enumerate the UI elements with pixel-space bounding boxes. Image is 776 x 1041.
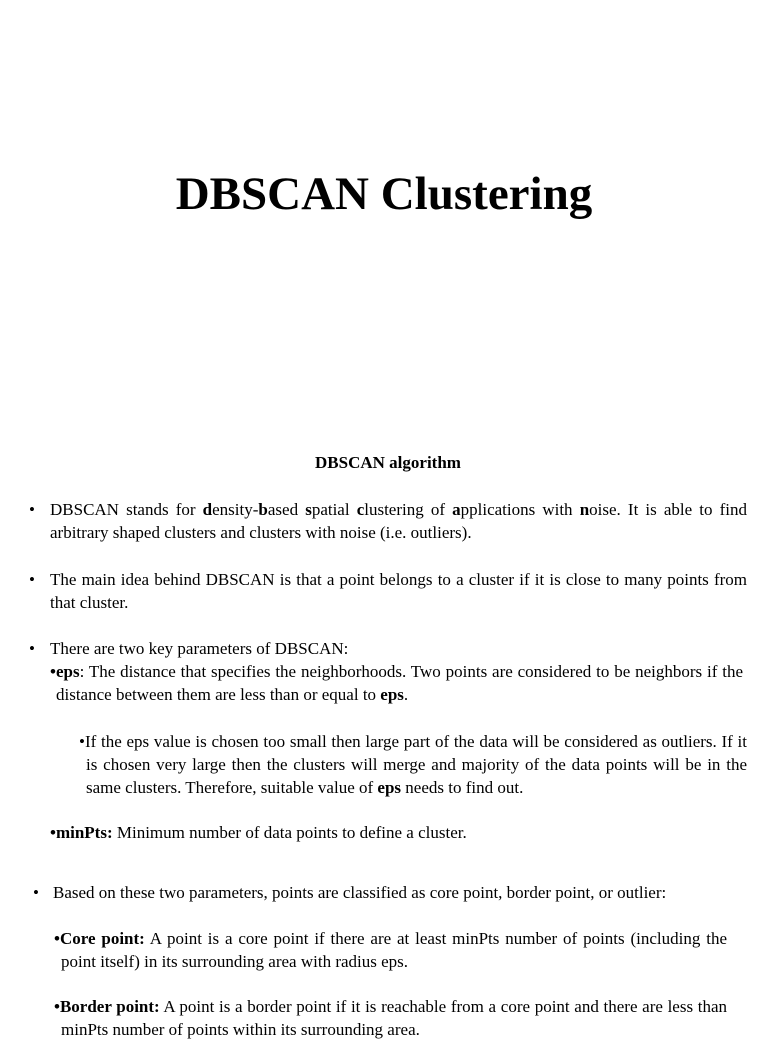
bullet-marker: • bbox=[29, 500, 35, 519]
slide-title: DBSCAN Clustering bbox=[175, 168, 593, 220]
core-point-definition bbox=[54, 927, 727, 973]
emphasis-letter: n bbox=[579, 500, 590, 519]
param-eps bbox=[50, 660, 743, 706]
text-run: lustering of bbox=[364, 500, 453, 519]
paragraph-main-idea: The main idea behind DBSCAN is that a point belongs to a cluster if it is close to many points from that cluster. bbox=[50, 570, 747, 612]
param-minpts bbox=[50, 821, 747, 844]
bullet-marker: • bbox=[33, 883, 39, 902]
text-run: A point is a border point if it is reachable from a core point and there are less than minPts number of points within its surrounding area. bbox=[61, 997, 728, 1039]
text-run: pplications with bbox=[460, 500, 580, 519]
eps-note bbox=[79, 730, 747, 799]
border-point-label: •Border point: bbox=[54, 997, 160, 1016]
text-run: needs to find out. bbox=[401, 778, 524, 797]
emphasis-letter: d bbox=[202, 500, 213, 519]
core-point-label: •Core point: bbox=[54, 929, 145, 948]
text-run: patial bbox=[311, 500, 357, 519]
text-run: oise. It is able to find arbitrary shaped clusters and clusters with noise (i.e. outliers). bbox=[50, 500, 748, 542]
text-run: Minimum number of data points to define a cluster. bbox=[112, 823, 467, 842]
paragraph-key-parameters: There are two key parameters of DBSCAN: bbox=[50, 639, 349, 658]
bullet-marker: • bbox=[29, 570, 35, 589]
text-run: ased bbox=[267, 500, 306, 519]
paragraph-point-classification: Based on these two parameters, points are classified as core point, border point, or outlier: bbox=[53, 883, 667, 902]
text-run: : The distance that specifies the neighborhoods. Two points are considered to be neighbors if the distance between them are less than or equal to bbox=[56, 662, 743, 704]
emphasis-letter: c bbox=[356, 500, 365, 519]
text-run: DBSCAN stands for bbox=[50, 500, 203, 519]
emphasis-letter: a bbox=[452, 500, 461, 519]
param-eps-label: •eps bbox=[50, 662, 80, 681]
emphasis-term: eps bbox=[377, 778, 402, 797]
text-run: ensity- bbox=[212, 500, 259, 519]
text-run: A point is a core point if there are at least minPts number of points (including the point itself) in its surrounding area with radius eps. bbox=[61, 929, 728, 971]
text-run: •If the eps value is chosen too small then large part of the data will be considered as outliers. If it is chosen very large then the clusters will merge and majority of the data points will be in the same clusters. Therefore, suitable value of bbox=[79, 732, 747, 797]
emphasis-letter: s bbox=[305, 500, 312, 519]
emphasis-letter: b bbox=[258, 500, 268, 519]
border-point-definition bbox=[54, 995, 727, 1041]
text-run: . bbox=[403, 685, 409, 704]
paragraph-dbscan-definition bbox=[50, 498, 747, 544]
bullet-marker: • bbox=[29, 639, 35, 658]
param-minpts-label: •minPts: bbox=[50, 823, 113, 842]
section-heading: DBSCAN algorithm bbox=[315, 453, 461, 472]
emphasis-term: eps bbox=[380, 685, 404, 704]
